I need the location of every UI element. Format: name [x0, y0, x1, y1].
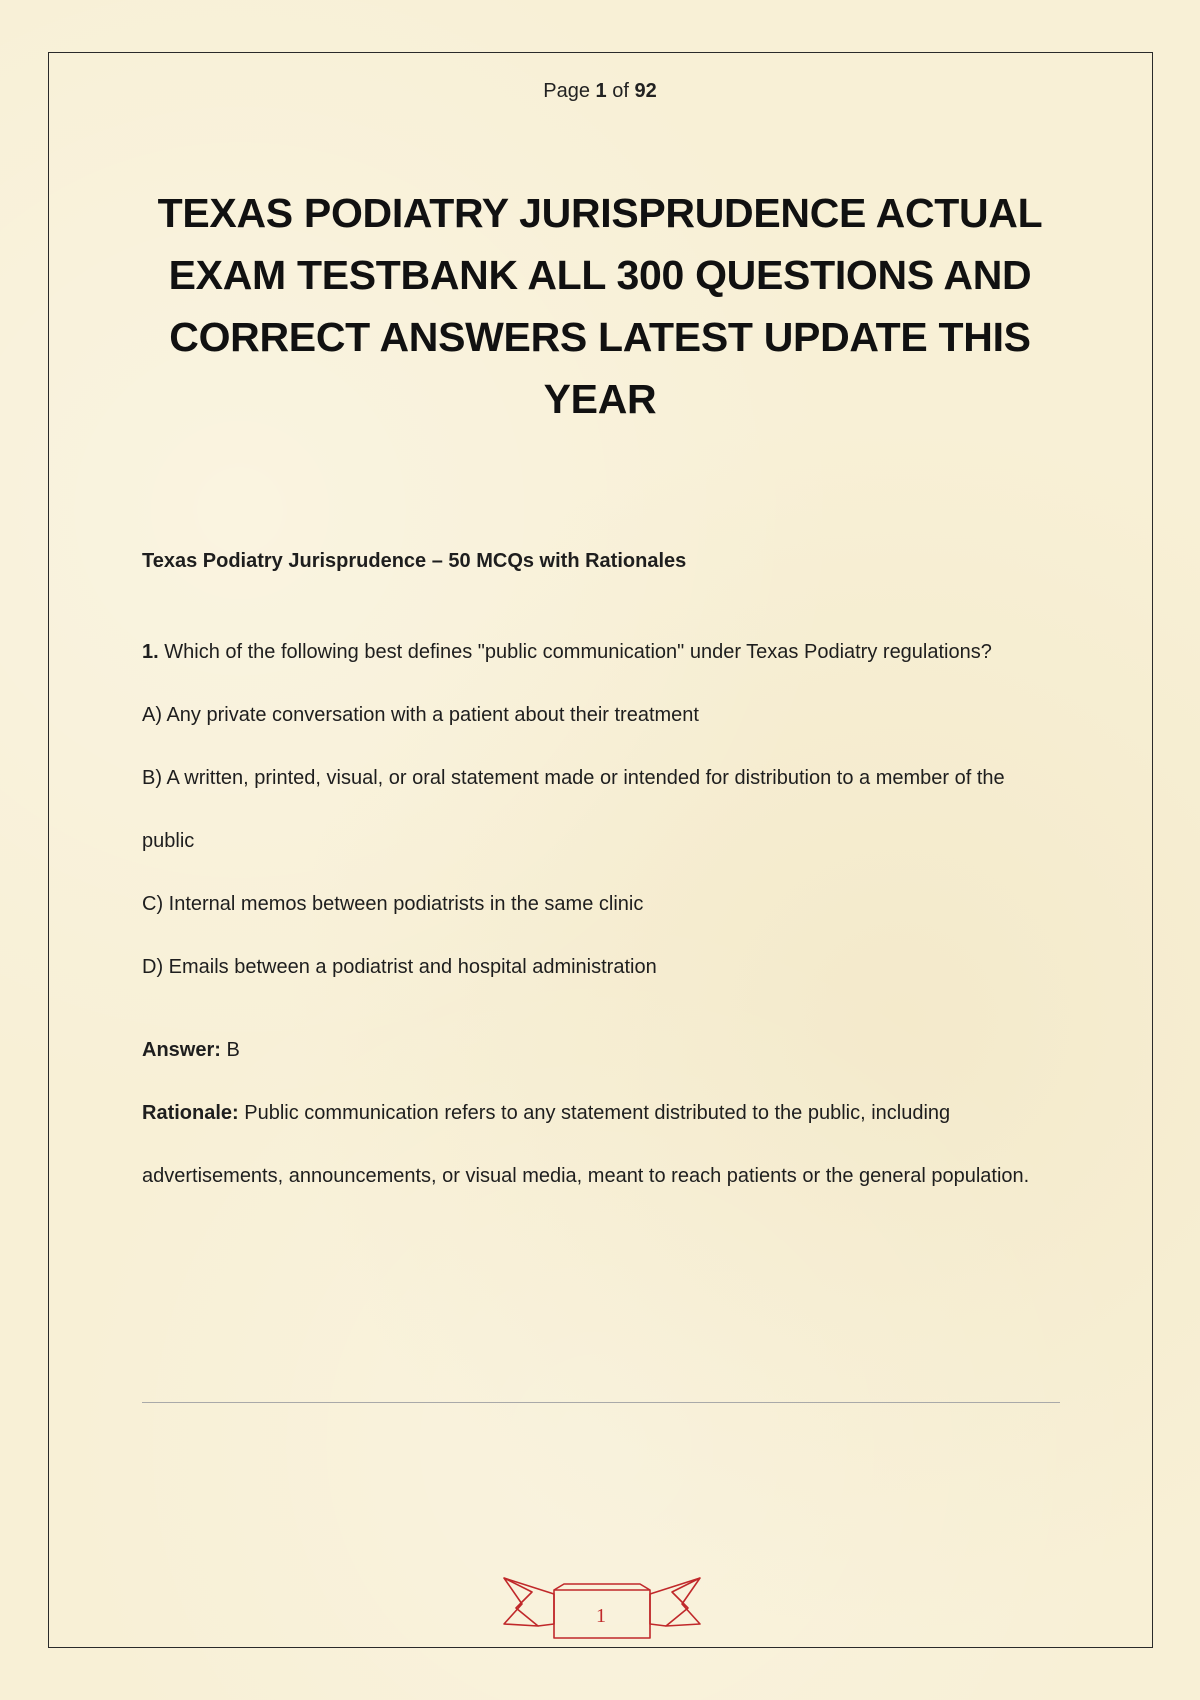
rationale-text: Public communication refers to any statement distributed to the public, including advertisements, announcements, or visual media, meant to reach patients or the general population.: [142, 1102, 1030, 1187]
rationale-label: Rationale:: [142, 1102, 239, 1124]
option-d: D) Emails between a podiatrist and hospital administration: [142, 956, 657, 978]
page-counter-total: 92: [634, 80, 657, 102]
page-counter-current: 1: [595, 80, 607, 102]
answer-value: B: [226, 1039, 240, 1061]
answer-line: [142, 1019, 1062, 1082]
question-body: Which of the following best defines "public communication" under Texas Podiatry regulations?: [164, 641, 992, 663]
footer-page-number: 1: [596, 1605, 606, 1627]
option-c: C) Internal memos between podiatrists in the same clinic: [142, 893, 644, 915]
option-b: B) A written, printed, visual, or oral statement made or intended for distribution to a member of the public: [142, 767, 1005, 852]
document-title: TEXAS PODIATRY JURISPRUDENCE ACTUAL EXAM TESTBANK ALL 300 QUESTIONS AND CORRECT ANSWERS LATEST UPDATE THIS YEAR: [157, 190, 1043, 422]
document-subtitle: Texas Podiatry Jurisprudence – 50 MCQs with Rationales: [142, 550, 687, 572]
answer-options: [142, 684, 1062, 999]
page-counter-of: of: [612, 80, 629, 102]
section-divider: [142, 1402, 1060, 1403]
answer-label: Answer:: [142, 1039, 221, 1061]
rationale-line: [142, 1082, 1062, 1208]
option-a: A) Any private conversation with a patient about their treatment: [142, 704, 699, 726]
document-body: [142, 545, 1062, 1208]
question-number: 1.: [142, 641, 159, 663]
page-counter: [0, 80, 1200, 103]
question-text: [142, 621, 1062, 684]
page-counter-label: Page: [543, 80, 590, 102]
